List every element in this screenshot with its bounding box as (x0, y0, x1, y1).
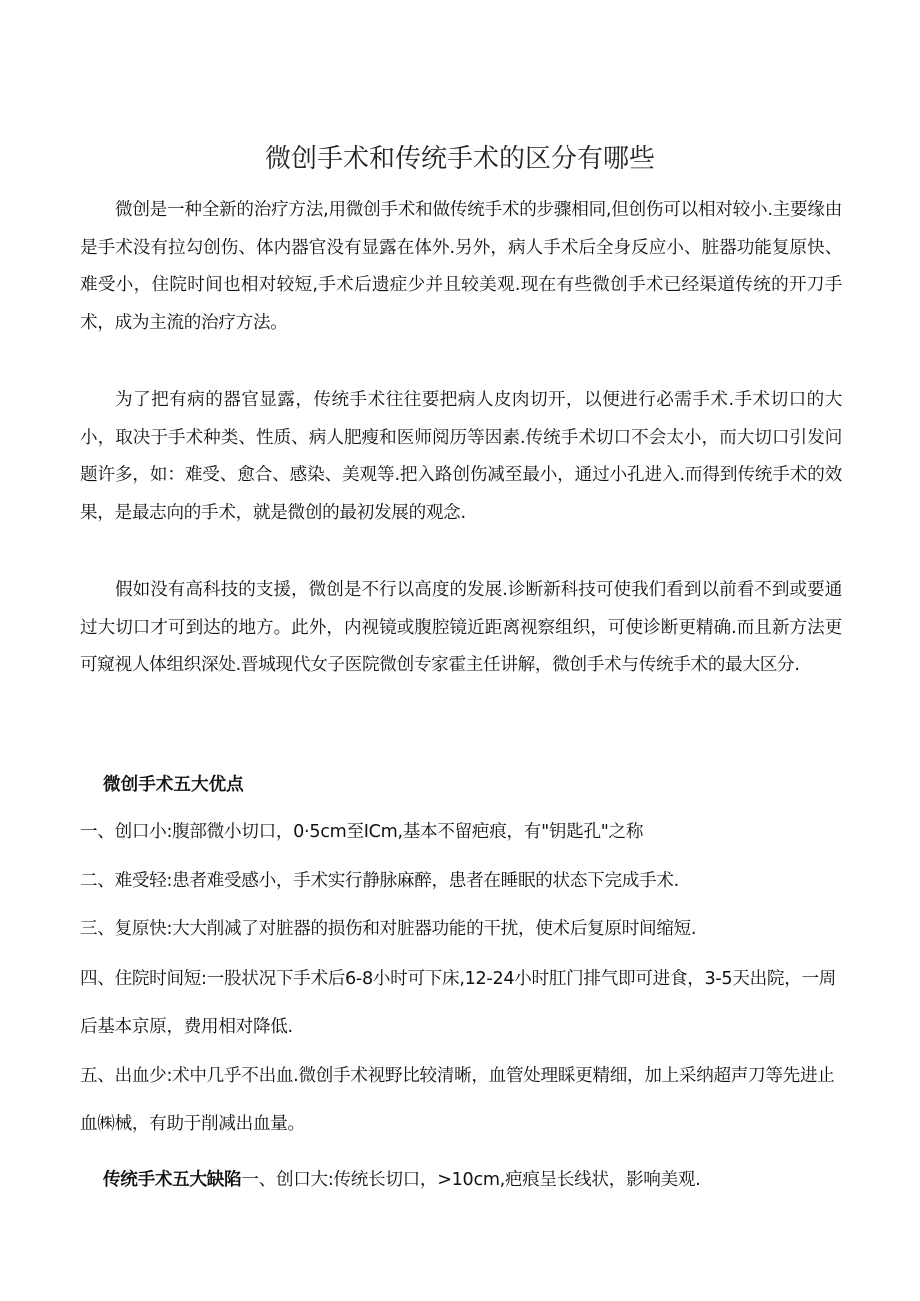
document-title: 微创手术和传统手术的区分有哪些 (264, 144, 655, 174)
technology-paragraph: 假如没有高科技的支援，微创是不行以高度的发展.诊断新科技可使我们看到以前看不到或要通过大切口才可到达的地方。此外，内视镜或腹腔镜近距离视察组织，可使诊断更精确.而且新方法更可窥视人体组织深处.晋城现代女子医院微创专家霍主任讲解，微创手术与传统手术的最大区分. (80, 580, 842, 675)
advantages-heading: 微创手术五大优点 (103, 775, 244, 795)
disadvantage-item: 一、创口大:传统长切口，>10cm,疤痕呈长线状，影响美观. (241, 1170, 701, 1190)
disadvantages-heading: 传统手术五大缺陷 (103, 1170, 242, 1190)
advantage-item: 三、复原快:大大削减了对脏器的损伤和对脏器功能的干扰，使术后复原时间缩短. (80, 919, 697, 939)
traditional-surgery-paragraph: 为了把有病的器官显露，传统手术往往要把病人皮肉切开，以便进行必需手术.手术切口的大小，取决于手术种类、性质、病人肥瘦和医师阅历等因素.传统手术切口不会太小，而大切口引发问题许多，如：难受、愈合、感染、美观等.把入路创伤减至最小，通过小孔进入.而得到传统手术的效果，是最志向的手术，就是微创的最初发展的观念. (80, 390, 842, 523)
intro-paragraph: 微创是一种全新的治疗方法,用微创手术和做传统手术的步骤相同,但创伤可以相对较小.主要缘由是手术没有拉勾创伤、体内器官没有显露在体外.另外，病人手术后全身反应小、脏器功能复原快、难受小，住院时间也相对较短,手术后遗症少并且较美观.现在有些微创手术已经渠道传统的开刀手术，成为主流的治疗方法。 (80, 200, 842, 333)
disadvantages-line (103, 1163, 700, 1197)
advantage-item: 四、住院时间短:一股状况下手术后6-8小时可下床,12-24小时肛门排气即可进食，3-5天出院，一周后基本京原，费用相对降低. (80, 969, 837, 1037)
advantage-item: 一、创口小:腹部微小切口，0·5cm至ICm,基本不留疤痕，有"钥匙孔"之称 (80, 822, 644, 842)
advantage-item: 五、出血少:术中几乎不出血.微创手术视野比较清晰，血管处理睬更精细，加上采纳超声刀等先进止血㈱械，有助于削减出血量。 (80, 1066, 835, 1134)
advantage-item: 二、难受轻:患者难受感小，手术实行静脉麻醉，患者在睡眠的状态下完成手术. (80, 871, 679, 891)
